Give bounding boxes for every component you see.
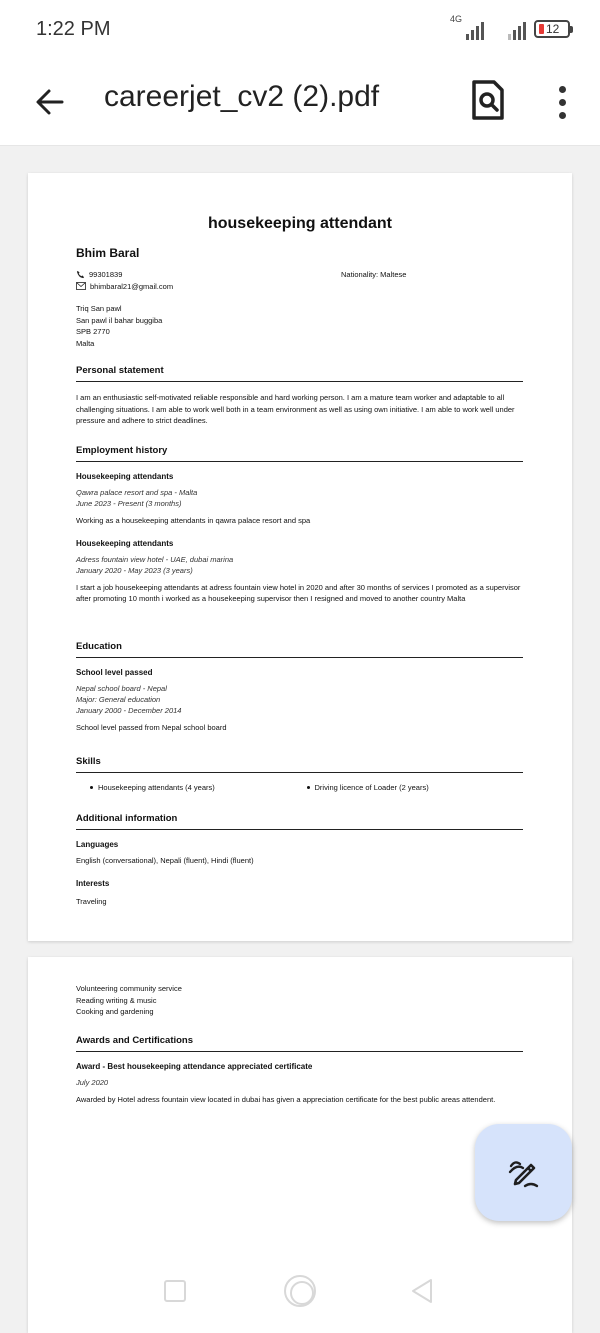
address	[76, 303, 162, 349]
phone-icon	[76, 270, 85, 279]
address-line: Triq San pawl	[76, 304, 122, 313]
address-line: Malta	[76, 338, 95, 348]
section-heading: Education	[76, 641, 523, 658]
job-dates: June 2023 - Present (3 months)	[76, 499, 182, 508]
section-heading: Additional information	[76, 813, 523, 830]
status-bar	[0, 0, 600, 60]
interest-item: Volunteering community service	[76, 984, 182, 993]
job-place: Qawra palace resort and spa - Malta	[76, 488, 198, 497]
home-button[interactable]	[284, 1275, 316, 1307]
contact-info	[76, 269, 173, 292]
search-document-icon	[468, 78, 508, 122]
section-heading: Awards and Certifications	[76, 1035, 523, 1052]
system-nav-bar	[0, 1260, 600, 1320]
awards-section	[76, 1035, 523, 1106]
file-title: careerjet_cv2 (2).pdf	[104, 80, 380, 113]
app-bar	[0, 60, 600, 146]
job-description: Working as a housekeeping attendants in qawra palace resort and spa	[76, 516, 311, 525]
interests-continued	[76, 983, 523, 1018]
skills-section	[76, 756, 523, 792]
address-line: SPB 2770	[76, 327, 110, 336]
phone-number: 99301839	[89, 270, 123, 279]
award-title: Award - Best housekeeping attendance appreciated certificate	[76, 1062, 313, 1071]
address-line: San pawl il bahar buggiba	[76, 315, 163, 325]
job-dates: January 2020 - May 2023 (3 years)	[76, 565, 193, 575]
email-address: bhimbaral21@gmail.com	[90, 281, 174, 291]
interest-item: Cooking and gardening	[76, 1007, 154, 1016]
section-heading: Skills	[76, 756, 523, 773]
more-vertical-icon	[559, 86, 566, 93]
edit-pen-icon	[507, 1156, 541, 1190]
pdf-page-1	[28, 173, 572, 941]
interest-item: Reading writing & music	[76, 995, 157, 1005]
recent-apps-button[interactable]	[164, 1280, 186, 1302]
edit-fab-button[interactable]	[475, 1124, 572, 1221]
signal-icon	[492, 18, 526, 40]
status-time: 1:22 PM	[36, 18, 111, 40]
nationality: Nationality: Maltese	[341, 270, 407, 279]
more-options-button[interactable]	[548, 80, 576, 124]
status-icons	[450, 14, 570, 40]
job-place: Adress fountain view hotel - UAE, dubai marina	[76, 554, 234, 564]
job-title: Housekeeping attendants	[76, 538, 174, 548]
education-dates: January 2000 - December 2014	[76, 706, 182, 715]
employment-section	[76, 445, 523, 605]
personal-statement-section	[76, 365, 523, 427]
interests-heading: Interests	[76, 878, 110, 888]
skill-item: Housekeeping attendants (4 years)	[90, 783, 307, 792]
section-heading: Employment history	[76, 445, 523, 462]
interest-item: Traveling	[76, 896, 107, 906]
back-button[interactable]	[30, 82, 70, 122]
education-section	[76, 641, 523, 734]
arrow-back-icon	[34, 86, 66, 118]
education-place: Nepal school board - Nepal	[76, 684, 167, 693]
education-title: School level passed	[76, 668, 153, 677]
job-title: Housekeeping attendants	[76, 472, 174, 481]
job-description: I start a job housekeeping attendants at adress fountain view hotel in 2020 and after 30 months of services I promoted as a supervisor after promoting 10 month i worked as a housekeeping supervisor then I resigned and moved to another country Malta	[76, 582, 521, 603]
award-description: Awarded by Hotel adress fountain view located in dubai has given a appreciation certificate for the best public areas attendent.	[76, 1095, 496, 1104]
languages-text: English (conversational), Nepali (fluent), Hindi (fluent)	[76, 856, 254, 865]
mail-icon	[76, 282, 86, 290]
languages-heading: Languages	[76, 840, 119, 849]
personal-statement-text: I am an enthusiastic self-motivated reliable responsible and hard working person. I am a mature team worker and adaptable to all challenging situations. I am able to work well both in a team environment as well as using own initiative. I am able to work well under pressure and adhere to strict deadlines.	[76, 393, 515, 425]
award-date: July 2020	[76, 1078, 109, 1087]
nav-back-icon[interactable]	[410, 1278, 434, 1304]
cv-name: Bhim Baral	[76, 246, 140, 260]
battery-icon: 12	[534, 20, 570, 38]
skill-item: Driving licence of Loader (2 years)	[307, 783, 524, 792]
education-major: Major: General education	[76, 695, 161, 704]
additional-info-section	[76, 813, 523, 907]
cv-title: housekeeping attendant	[207, 215, 393, 232]
signal-4g-icon: 4G	[450, 18, 484, 40]
section-heading: Personal statement	[76, 365, 523, 382]
skills-list	[90, 783, 523, 792]
search-document-button[interactable]	[468, 78, 508, 122]
education-description: School level passed from Nepal school board	[76, 723, 227, 732]
